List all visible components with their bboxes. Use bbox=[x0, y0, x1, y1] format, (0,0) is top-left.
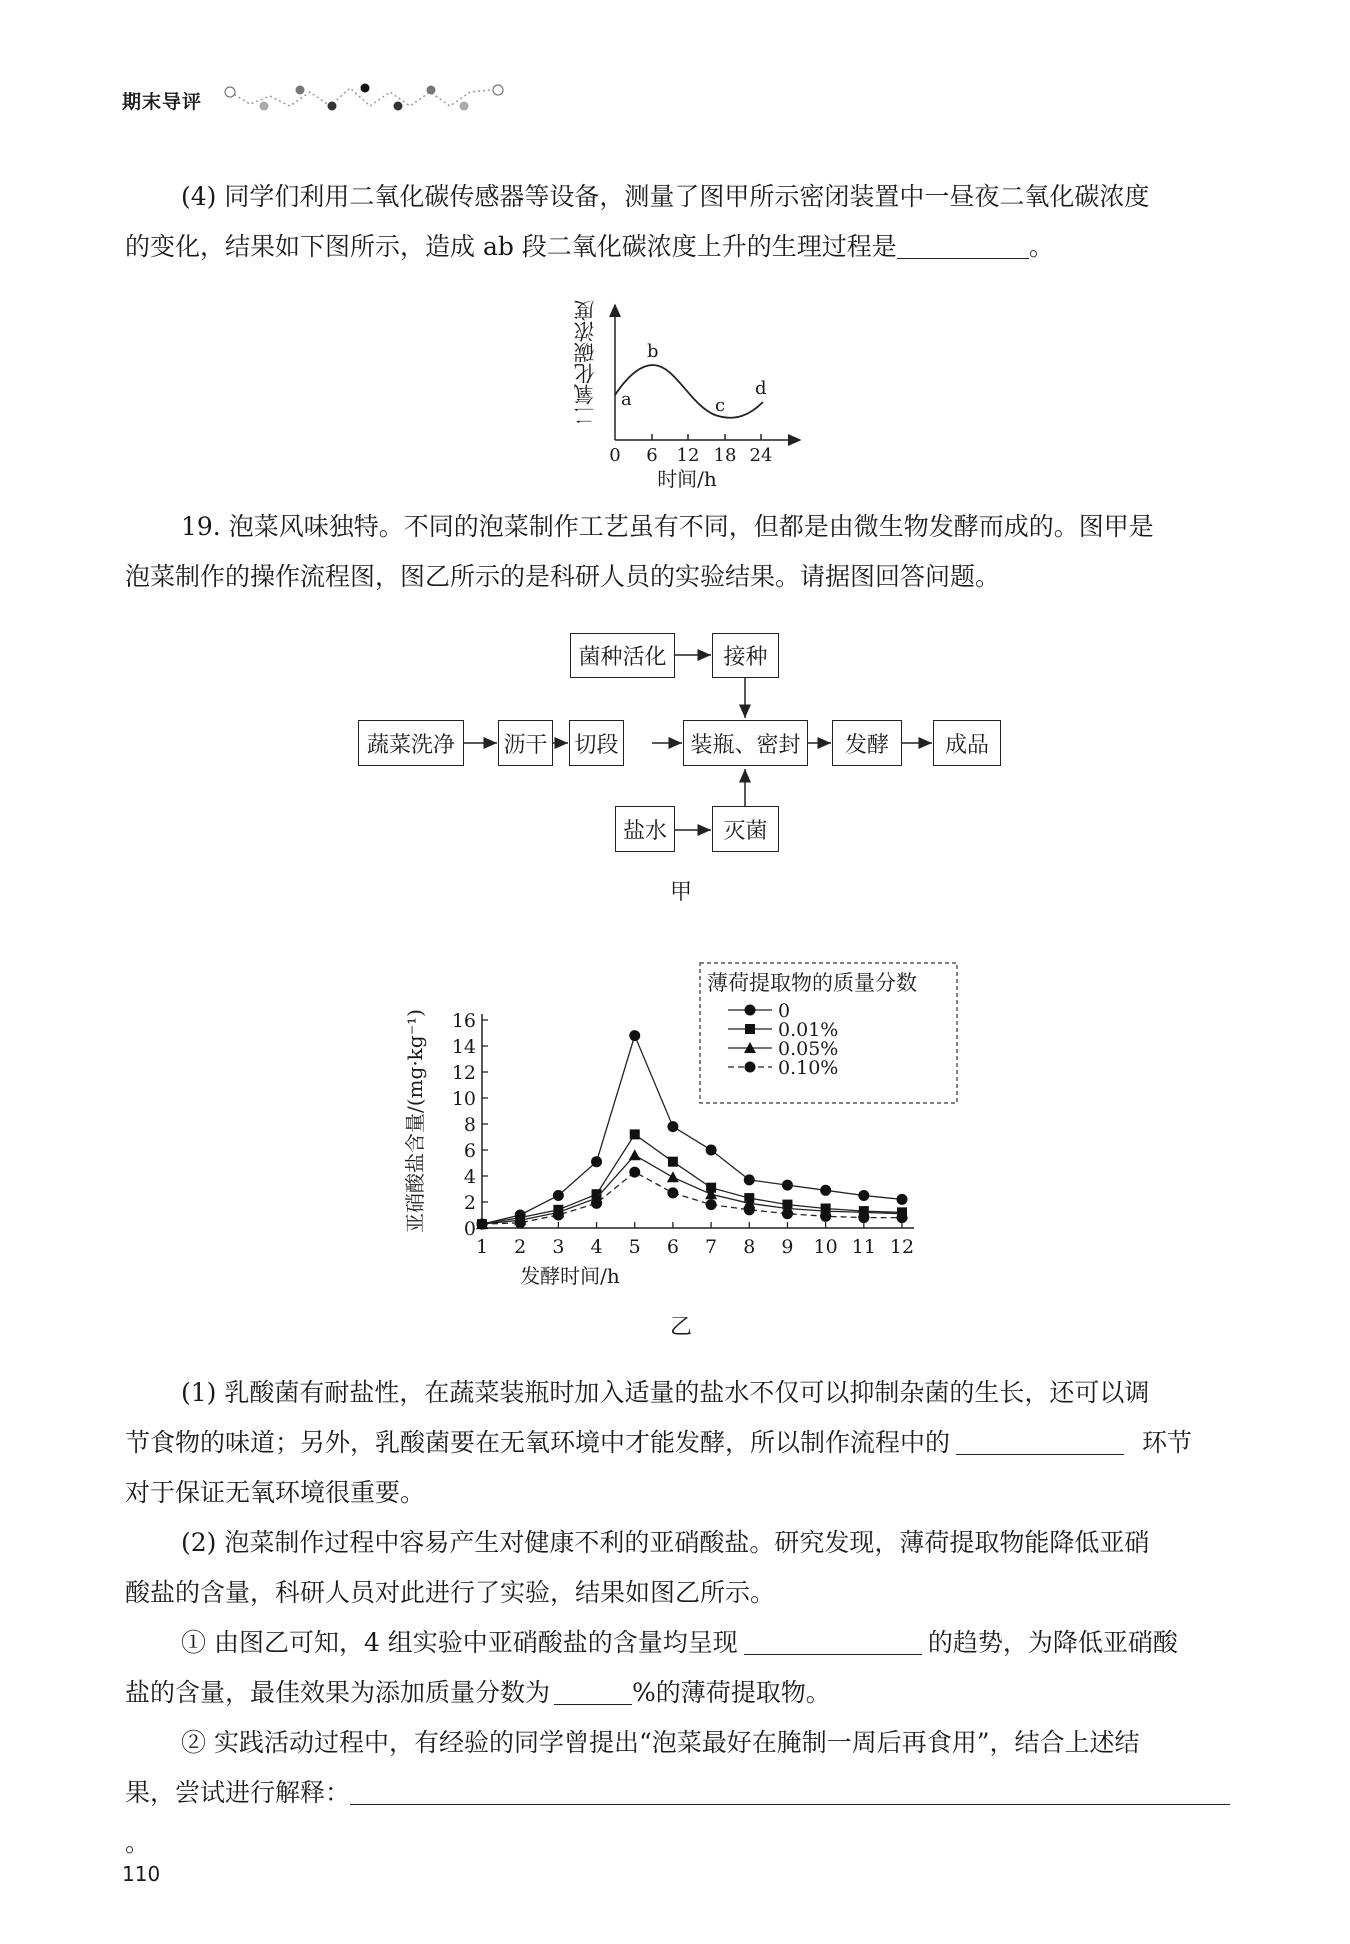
nitrite-y-label: 亚硝酸盐含量/(mg·kg⁻¹) bbox=[403, 1009, 427, 1233]
q19-p1-line2: 节食物的味道；另外，乳酸菌要在无氧环境中才能发酵，所以制作流程中的 bbox=[125, 1428, 951, 1457]
nitrite-x-tick-label: 8 bbox=[743, 1236, 756, 1258]
nitrite-data-point bbox=[515, 1217, 526, 1228]
q19-p4-line1: ② 实践活动过程中，有经验的同学曾提出“泡菜最好在腌制一周后再食用”，结合上述结 bbox=[181, 1728, 1140, 1757]
q19-intro bbox=[125, 502, 1245, 602]
co2-point-c: c bbox=[715, 395, 726, 416]
flow-box-product: 成品 bbox=[933, 720, 1001, 766]
nitrite-data-point bbox=[630, 1129, 640, 1139]
nitrite-data-point bbox=[706, 1199, 717, 1210]
nitrite-series-line bbox=[482, 1155, 902, 1224]
nitrite-legend-marker bbox=[745, 1062, 756, 1073]
nitrite-data-point bbox=[667, 1187, 678, 1198]
nitrite-legend-marker bbox=[745, 1005, 756, 1016]
co2-x-tick: 18 bbox=[713, 445, 737, 466]
nitrite-x-tick-label: 9 bbox=[781, 1236, 794, 1258]
nitrite-data-point bbox=[782, 1208, 793, 1219]
nitrite-x-tick-label: 12 bbox=[889, 1236, 915, 1258]
co2-y-label: 二氧化碳浓度 bbox=[573, 300, 597, 426]
co2-x-tick: 24 bbox=[749, 445, 773, 466]
q18-part4-line1: (4) 同学们利用二氧化碳传感器等设备，测量了图甲所示密闭装置中一昼夜二氧化碳浓度 bbox=[181, 182, 1150, 211]
co2-x-tick: 12 bbox=[676, 445, 700, 466]
answer-blank-explain[interactable] bbox=[350, 1778, 1230, 1805]
nitrite-chart-caption: 乙 bbox=[669, 1315, 692, 1340]
nitrite-x-label: 发酵时间/h bbox=[520, 1264, 620, 1288]
nitrite-legend-marker bbox=[745, 1024, 755, 1034]
nitrite-data-point bbox=[553, 1190, 564, 1201]
q19-line2: 泡菜制作的操作流程图，图乙所示的是科研人员的实验结果。请据图回答问题。 bbox=[125, 562, 1001, 591]
nitrite-data-point bbox=[858, 1190, 869, 1201]
co2-curve bbox=[615, 365, 763, 418]
q19-part2-sub2: ② 实践活动过程中，有经验的同学曾提出“泡菜最好在腌制一周后再食用”，结合上述结 果，尝试进行解释：。 bbox=[125, 1718, 1245, 1868]
nitrite-legend bbox=[728, 1000, 838, 1079]
answer-blank-percent[interactable] bbox=[554, 1678, 632, 1705]
page-number: 110 bbox=[122, 1862, 161, 1886]
nitrite-data-point bbox=[782, 1180, 793, 1191]
flow-box-activate: 菌种活化 bbox=[570, 633, 675, 678]
co2-point-d: d bbox=[755, 378, 767, 399]
q19-p1-line1: (1) 乳酸菌有耐盐性，在蔬菜装瓶时加入适量的盐水不仅可以抑制杂菌的生长，还可以调 bbox=[181, 1378, 1150, 1407]
nitrite-data-point bbox=[667, 1171, 679, 1182]
nitrite-data-point bbox=[553, 1210, 564, 1221]
flow-box-inoculate: 接种 bbox=[712, 633, 779, 678]
nitrite-data-point bbox=[668, 1157, 678, 1167]
nitrite-data-point bbox=[667, 1121, 678, 1132]
flow-box-bottle: 装瓶、密封 bbox=[683, 720, 808, 766]
q19-part2 bbox=[125, 1518, 1245, 1618]
nitrite-data-point bbox=[744, 1204, 755, 1215]
nitrite-data-point bbox=[820, 1185, 831, 1196]
q19-p2-line2: 酸盐的含量，科研人员对此进行了实验，结果如图乙所示。 bbox=[125, 1578, 776, 1607]
flow-box-brine: 盐水 bbox=[615, 806, 675, 852]
nitrite-series-line bbox=[482, 1172, 902, 1224]
nitrite-series-line bbox=[482, 1036, 902, 1225]
nitrite-data-point bbox=[897, 1194, 908, 1205]
nitrite-y-tick-label: 8 bbox=[463, 1114, 476, 1136]
nitrite-data-point bbox=[477, 1219, 488, 1230]
nitrite-series bbox=[476, 1030, 908, 1230]
nitrite-y-tick-label: 2 bbox=[463, 1192, 476, 1214]
co2-x-label: 时间/h bbox=[657, 467, 717, 491]
q19-p2-line1: (2) 泡菜制作过程中容易产生对健康不利的亚硝酸盐。研究发现，薄荷提取物能降低亚硝 bbox=[181, 1528, 1150, 1557]
flow-box-ferment: 发酵 bbox=[832, 720, 902, 766]
co2-chart bbox=[565, 295, 805, 495]
nitrite-legend-label: 0.10% bbox=[778, 1057, 839, 1079]
answer-blank-trend[interactable] bbox=[744, 1628, 922, 1655]
q19-part2-sub1: ① 由图乙可知，4 组实验中亚硝酸盐的含量均呈现 的趋势，为降低亚硝酸 盐的含量，最佳效果为添加质量分数为 %的薄荷提取物。 bbox=[125, 1628, 1178, 1707]
header-title: 期末导评 bbox=[122, 91, 203, 113]
nitrite-data-point bbox=[897, 1212, 908, 1223]
nitrite-y-tick-label: 14 bbox=[451, 1036, 476, 1058]
nitrite-legend-label: 0 bbox=[778, 1000, 791, 1022]
nitrite-y-tick-label: 16 bbox=[451, 1010, 476, 1032]
nitrite-data-point bbox=[706, 1145, 717, 1156]
nitrite-y-tick-label: 0 bbox=[463, 1218, 476, 1240]
flowchart-caption: 甲 bbox=[669, 880, 692, 905]
nitrite-data-point bbox=[744, 1174, 755, 1185]
nitrite-data-point bbox=[591, 1198, 602, 1209]
nitrite-data-point bbox=[591, 1156, 602, 1167]
nitrite-data-point bbox=[629, 1167, 640, 1178]
co2-point-a: a bbox=[621, 389, 632, 410]
q18-part4-line2: 的变化，结果如下图所示，造成 ab 段二氧化碳浓度上升的生理过程是 bbox=[125, 232, 897, 261]
nitrite-data-point bbox=[629, 1149, 641, 1160]
nitrite-y-tick-label: 12 bbox=[451, 1062, 476, 1084]
flow-box-sterilize: 灭菌 bbox=[712, 806, 779, 852]
q19-p1-line3: 对于保证无氧环境很重要。 bbox=[125, 1478, 426, 1507]
answer-blank-step[interactable] bbox=[956, 1428, 1124, 1455]
nitrite-legend-label: 0.05% bbox=[778, 1038, 839, 1060]
nitrite-legend-title: 薄荷提取物的质量分数 bbox=[707, 971, 917, 995]
nitrite-data-point bbox=[858, 1212, 869, 1223]
header-decoration bbox=[218, 78, 508, 118]
nitrite-y-tick-label: 4 bbox=[463, 1166, 476, 1188]
nitrite-y-tick-label: 6 bbox=[463, 1140, 476, 1162]
q18-part4: (4) 同学们利用二氧化碳传感器等设备，测量了图甲所示密闭装置中一昼夜二氧化碳浓度 的变化，结果如下图所示，造成 ab 段二氧化碳浓度上升的生理过程是 。 bbox=[125, 182, 1150, 261]
nitrite-x-tick-label: 6 bbox=[666, 1236, 679, 1258]
nitrite-x-tick-label: 2 bbox=[514, 1236, 527, 1258]
q19-part1: (1) 乳酸菌有耐盐性，在蔬菜装瓶时加入适量的盐水不仅可以抑制杂菌的生长，还可以调 节食物的味道；另外，乳酸菌要在无氧环境中才能发酵，所以制作流程中的 环节 对于保证无氧环境很重要。 bbox=[125, 1378, 1193, 1507]
nitrite-data-point bbox=[820, 1211, 831, 1222]
co2-x-tick: 6 bbox=[646, 445, 658, 466]
flow-box-wash: 蔬菜洗净 bbox=[358, 720, 464, 766]
answer-blank-ab[interactable] bbox=[897, 232, 1029, 259]
nitrite-data-point bbox=[629, 1030, 640, 1041]
q19-line1: 19. 泡菜风味独特。不同的泡菜制作工艺虽有不同，但都是由微生物发酵而成的。图甲是 bbox=[181, 512, 1154, 541]
nitrite-x-tick-label: 7 bbox=[705, 1236, 718, 1258]
nitrite-x-tick-label: 3 bbox=[552, 1236, 565, 1258]
nitrite-series-line bbox=[482, 1134, 902, 1224]
co2-point-b: b bbox=[647, 341, 659, 362]
flow-box-drain: 沥干 bbox=[498, 720, 553, 766]
nitrite-x-tick-label: 5 bbox=[628, 1236, 641, 1258]
flow-box-cut: 切段 bbox=[569, 720, 624, 766]
nitrite-x-tick-label: 11 bbox=[851, 1236, 876, 1258]
nitrite-x-tick-label: 4 bbox=[590, 1236, 603, 1258]
nitrite-x-tick-label: 1 bbox=[475, 1236, 489, 1258]
nitrite-legend-label: 0.01% bbox=[778, 1019, 839, 1041]
nitrite-chart bbox=[400, 945, 970, 1300]
co2-x-tick: 0 bbox=[609, 445, 621, 466]
nitrite-y-tick-label: 10 bbox=[451, 1088, 476, 1110]
nitrite-x-tick-label: 10 bbox=[813, 1236, 838, 1258]
